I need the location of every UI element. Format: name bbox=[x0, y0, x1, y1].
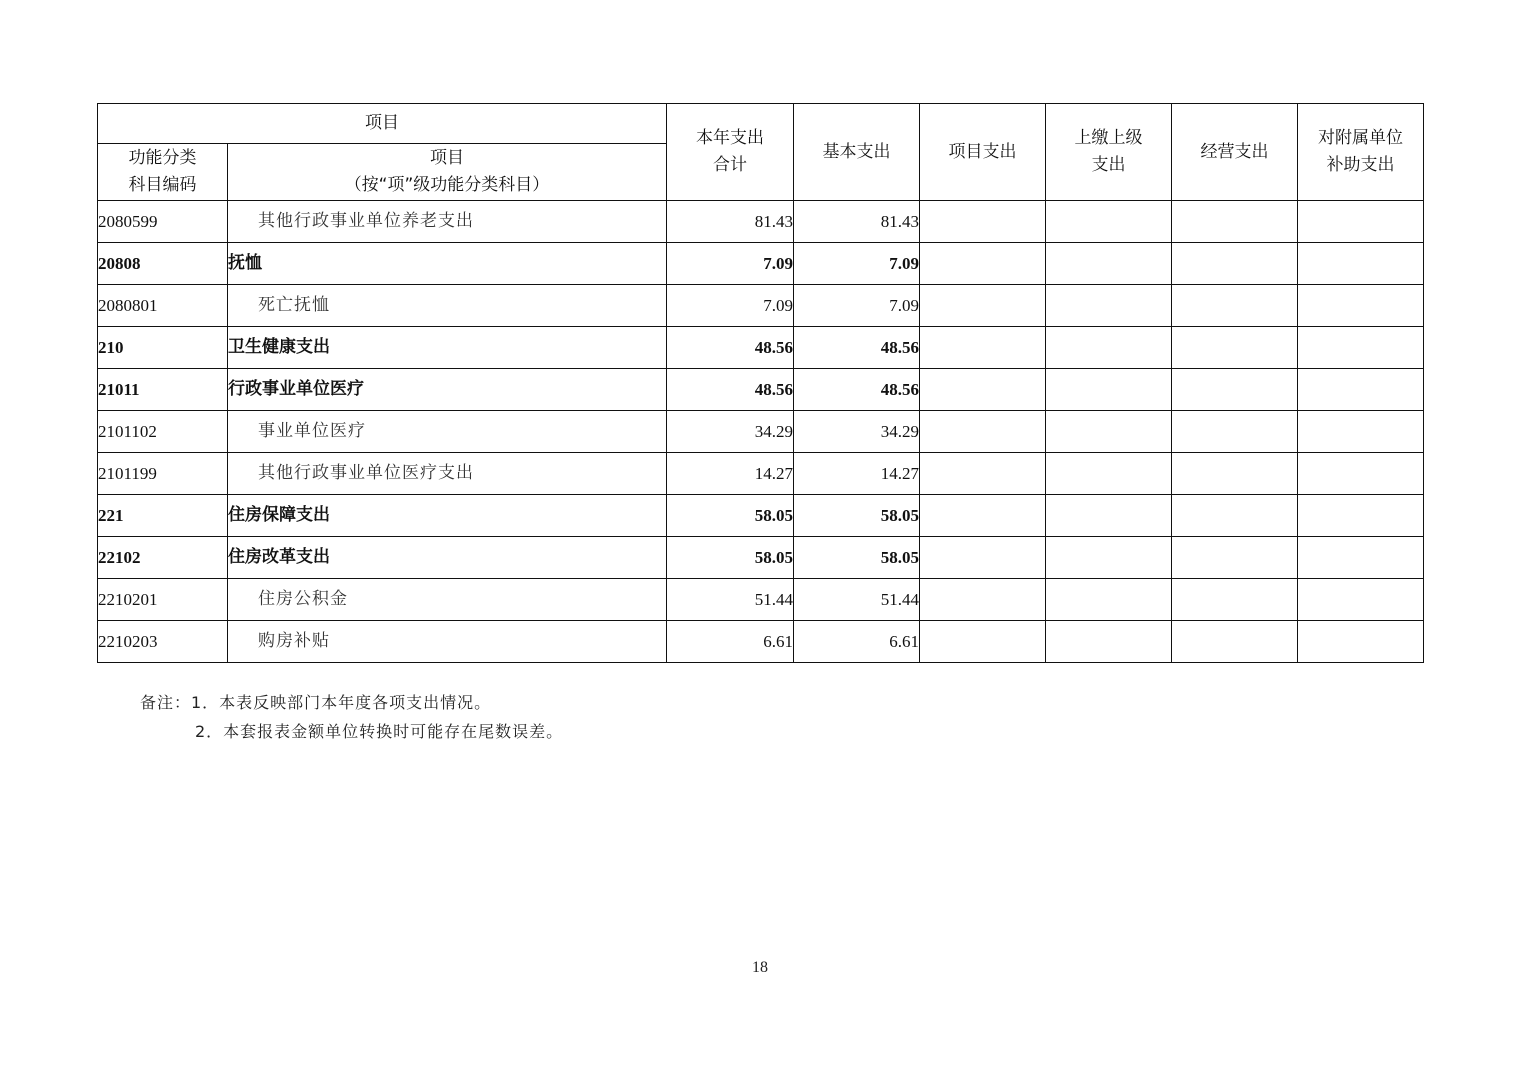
row-total: 7.09 bbox=[667, 243, 794, 285]
row-basic: 48.56 bbox=[794, 369, 920, 411]
row-name: 事业单位医疗 bbox=[228, 411, 667, 453]
row-project-expenditure bbox=[920, 495, 1046, 537]
row-name: 卫生健康支出 bbox=[228, 327, 667, 369]
remark-line-1: 备注：1．本表反映部门本年度各项支出情况。 bbox=[140, 693, 492, 712]
table-row bbox=[98, 495, 1424, 537]
row-code: 20808 bbox=[98, 243, 228, 285]
row-basic: 14.27 bbox=[794, 453, 920, 495]
row-upper bbox=[1046, 537, 1172, 579]
row-code: 2101199 bbox=[98, 453, 228, 495]
row-business bbox=[1172, 369, 1298, 411]
row-basic: 7.09 bbox=[794, 243, 920, 285]
table-row bbox=[98, 621, 1424, 663]
row-total: 51.44 bbox=[667, 579, 794, 621]
row-basic: 58.05 bbox=[794, 495, 920, 537]
row-name: 住房保障支出 bbox=[228, 495, 667, 537]
row-upper bbox=[1046, 579, 1172, 621]
row-project-expenditure bbox=[920, 537, 1046, 579]
row-name: 行政事业单位医疗 bbox=[228, 369, 667, 411]
row-project-expenditure bbox=[920, 621, 1046, 663]
row-business bbox=[1172, 579, 1298, 621]
remark-line-2: 2．本套报表金额单位转换时可能存在尾数误差。 bbox=[195, 722, 564, 741]
table-row bbox=[98, 327, 1424, 369]
row-subsidy bbox=[1298, 369, 1424, 411]
header-total: 本年支出 合计 bbox=[667, 104, 794, 201]
table-row bbox=[98, 201, 1424, 243]
row-subsidy bbox=[1298, 579, 1424, 621]
row-code: 2080599 bbox=[98, 201, 228, 243]
row-upper bbox=[1046, 369, 1172, 411]
row-code: 2210203 bbox=[98, 621, 228, 663]
header-project-expenditure: 项目支出 bbox=[920, 104, 1046, 201]
row-project-expenditure bbox=[920, 453, 1046, 495]
row-subsidy bbox=[1298, 327, 1424, 369]
row-basic: 6.61 bbox=[794, 621, 920, 663]
row-subsidy bbox=[1298, 495, 1424, 537]
row-business bbox=[1172, 537, 1298, 579]
row-code: 2080801 bbox=[98, 285, 228, 327]
row-basic: 58.05 bbox=[794, 537, 920, 579]
table-row bbox=[98, 579, 1424, 621]
header-project: 项目 bbox=[98, 104, 667, 144]
row-total: 48.56 bbox=[667, 369, 794, 411]
row-name: 抚恤 bbox=[228, 243, 667, 285]
row-basic: 48.56 bbox=[794, 327, 920, 369]
row-basic: 7.09 bbox=[794, 285, 920, 327]
row-business bbox=[1172, 453, 1298, 495]
row-project-expenditure bbox=[920, 579, 1046, 621]
row-name: 住房公积金 bbox=[228, 579, 667, 621]
row-project-expenditure bbox=[920, 411, 1046, 453]
row-project-expenditure bbox=[920, 327, 1046, 369]
row-total: 34.29 bbox=[667, 411, 794, 453]
row-code: 22102 bbox=[98, 537, 228, 579]
row-upper bbox=[1046, 495, 1172, 537]
expenditure-table bbox=[97, 103, 1424, 663]
row-subsidy bbox=[1298, 411, 1424, 453]
row-total: 58.05 bbox=[667, 495, 794, 537]
row-business bbox=[1172, 201, 1298, 243]
row-upper bbox=[1046, 327, 1172, 369]
row-total: 81.43 bbox=[667, 201, 794, 243]
row-business bbox=[1172, 327, 1298, 369]
row-business bbox=[1172, 243, 1298, 285]
row-project-expenditure bbox=[920, 201, 1046, 243]
row-upper bbox=[1046, 621, 1172, 663]
row-code: 221 bbox=[98, 495, 228, 537]
page-number: 18 bbox=[752, 959, 768, 976]
row-total: 48.56 bbox=[667, 327, 794, 369]
table-row bbox=[98, 285, 1424, 327]
header-subsidy: 对附属单位 补助支出 bbox=[1298, 104, 1424, 201]
row-name: 其他行政事业单位养老支出 bbox=[228, 201, 667, 243]
table-row bbox=[98, 369, 1424, 411]
row-subsidy bbox=[1298, 537, 1424, 579]
row-project-expenditure bbox=[920, 285, 1046, 327]
header-basic: 基本支出 bbox=[794, 104, 920, 201]
row-upper bbox=[1046, 453, 1172, 495]
table-row bbox=[98, 537, 1424, 579]
row-upper bbox=[1046, 201, 1172, 243]
row-name: 其他行政事业单位医疗支出 bbox=[228, 453, 667, 495]
table-row bbox=[98, 453, 1424, 495]
row-name: 购房补贴 bbox=[228, 621, 667, 663]
table-row bbox=[98, 411, 1424, 453]
row-basic: 51.44 bbox=[794, 579, 920, 621]
row-total: 58.05 bbox=[667, 537, 794, 579]
header-upper: 上缴上级 支出 bbox=[1046, 104, 1172, 201]
row-total: 6.61 bbox=[667, 621, 794, 663]
row-code: 2101102 bbox=[98, 411, 228, 453]
row-business bbox=[1172, 621, 1298, 663]
row-project-expenditure bbox=[920, 243, 1046, 285]
row-business bbox=[1172, 285, 1298, 327]
row-subsidy bbox=[1298, 285, 1424, 327]
table-body bbox=[98, 201, 1424, 663]
header-code: 功能分类 科目编码 bbox=[98, 144, 228, 201]
row-total: 14.27 bbox=[667, 453, 794, 495]
header-business: 经营支出 bbox=[1172, 104, 1298, 201]
header-name: 项目 （按“项”级功能分类科目） bbox=[228, 144, 667, 201]
row-project-expenditure bbox=[920, 369, 1046, 411]
row-business bbox=[1172, 495, 1298, 537]
row-name: 死亡抚恤 bbox=[228, 285, 667, 327]
row-code: 21011 bbox=[98, 369, 228, 411]
row-upper bbox=[1046, 285, 1172, 327]
row-subsidy bbox=[1298, 621, 1424, 663]
remarks bbox=[140, 688, 563, 746]
row-business bbox=[1172, 411, 1298, 453]
row-name: 住房改革支出 bbox=[228, 537, 667, 579]
row-basic: 34.29 bbox=[794, 411, 920, 453]
row-total: 7.09 bbox=[667, 285, 794, 327]
row-code: 210 bbox=[98, 327, 228, 369]
row-subsidy bbox=[1298, 453, 1424, 495]
row-subsidy bbox=[1298, 243, 1424, 285]
table-row bbox=[98, 243, 1424, 285]
row-upper bbox=[1046, 411, 1172, 453]
row-subsidy bbox=[1298, 201, 1424, 243]
row-basic: 81.43 bbox=[794, 201, 920, 243]
row-upper bbox=[1046, 243, 1172, 285]
row-code: 2210201 bbox=[98, 579, 228, 621]
